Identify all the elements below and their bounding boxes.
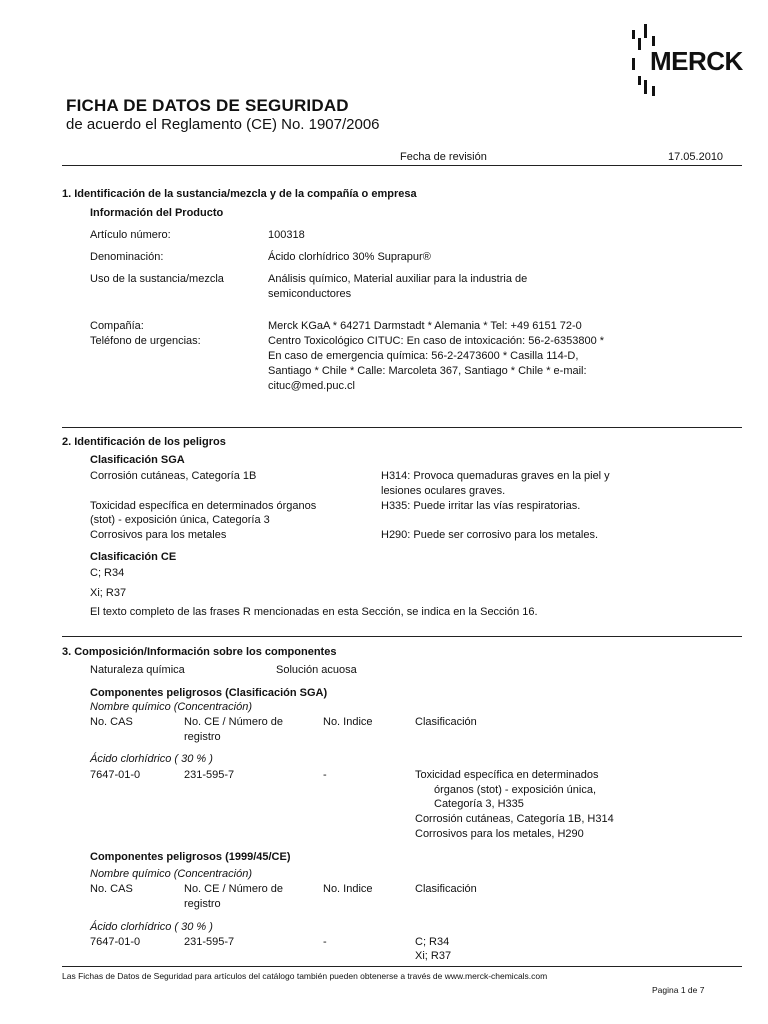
hazard-class: Toxicidad específica en determinados órganos xyxy=(90,500,317,512)
hazard-statement: H290: Puede ser corrosivo para los metales. xyxy=(381,529,599,541)
emergency-phone-line: Centro Toxicológico CITUC: En caso de intoxicación: 56-2-6353800 * xyxy=(268,335,605,347)
logo-mark xyxy=(632,30,635,39)
hazard-class: (stot) - exposición única, Categoría 3 xyxy=(90,514,270,526)
logo-mark xyxy=(638,76,641,85)
divider xyxy=(62,636,742,637)
emergency-phone-line: Santiago * Chile * Calle: Marcoleta 367, Santiago * Chile * e-mail: xyxy=(268,365,587,377)
divider xyxy=(62,427,742,428)
logo-mark xyxy=(652,36,655,46)
component-name: Ácido clorhídrico ( 30 % ) xyxy=(90,753,213,765)
company-value: Merck KGaA * 64271 Darmstadt * Alemania * Tel: +49 6151 72-0 xyxy=(268,320,582,332)
revision-date: 17.05.2010 xyxy=(668,151,724,163)
column-index: No. Indice xyxy=(323,716,373,728)
logo-mark xyxy=(644,24,647,38)
use-label: Uso de la sustancia/mezcla xyxy=(90,273,224,285)
column-ce-number: registro xyxy=(184,898,221,910)
divider xyxy=(62,165,742,166)
revision-label: Fecha de revisión xyxy=(400,151,487,163)
component-classification: Corrosivos para los metales, H290 xyxy=(415,828,584,840)
component-ce: 231-595-7 xyxy=(184,936,235,948)
component-index: - xyxy=(323,769,327,781)
hazard-statement: H335: Puede irritar las vías respiratorias. xyxy=(381,500,581,512)
section-3-heading: 3. Composición/Información sobre los componentes xyxy=(62,646,337,658)
logo-mark xyxy=(632,58,635,70)
column-ce-number: registro xyxy=(184,731,221,743)
article-number-label: Artículo número: xyxy=(90,229,171,241)
column-cas: No. CAS xyxy=(90,883,133,895)
hazard-statement: H314: Provoca quemaduras graves en la piel y xyxy=(381,470,610,482)
column-ce-number: No. CE / Número de xyxy=(184,716,284,728)
hazard-class: Corrosivos para los metales xyxy=(90,529,227,541)
hazard-statement: lesiones oculares graves. xyxy=(381,485,506,497)
ce-components-heading: Componentes peligrosos (1999/45/CE) xyxy=(90,851,291,863)
component-classification: Toxicidad específica en determinados xyxy=(415,769,599,781)
logo-mark xyxy=(652,86,655,96)
use-value: semiconductores xyxy=(268,288,352,300)
component-cas: 7647-01-0 xyxy=(90,769,141,781)
chemical-name-label: Nombre químico (Concentración) xyxy=(90,868,253,880)
ce-classification-code: Xi; R37 xyxy=(90,587,127,599)
use-value: Análisis químico, Material auxiliar para la industria de xyxy=(268,273,528,285)
merck-logo xyxy=(628,22,743,102)
divider xyxy=(62,966,742,967)
component-classification: C; R34 xyxy=(415,936,450,948)
component-classification: órganos (stot) - exposición única, xyxy=(434,784,597,796)
logo-mark xyxy=(644,80,647,94)
document-subtitle: de acuerdo el Reglamento (CE) No. 1907/2006 xyxy=(66,116,380,133)
denomination-value: Ácido clorhídrico 30% Suprapur® xyxy=(268,251,431,263)
component-classification: Xi; R37 xyxy=(415,950,452,962)
component-name: Ácido clorhídrico ( 30 % ) xyxy=(90,921,213,933)
denomination-label: Denominación: xyxy=(90,251,164,263)
sga-components-heading: Componentes peligrosos (Clasificación SGA) xyxy=(90,687,328,699)
emergency-phone-label: Teléfono de urgencias: xyxy=(90,335,201,347)
chemical-nature-label: Naturaleza química xyxy=(90,664,185,676)
hazard-class: Corrosión cutáneas, Categoría 1B xyxy=(90,470,257,482)
column-cas: No. CAS xyxy=(90,716,133,728)
component-ce: 231-595-7 xyxy=(184,769,235,781)
component-index: - xyxy=(323,936,327,948)
column-classification: Clasificación xyxy=(415,716,477,728)
page-number: Pagina 1 de 7 xyxy=(652,985,705,995)
emergency-email: cituc@med.puc.cl xyxy=(268,380,355,392)
logo-wordmark: MERCK xyxy=(650,46,743,76)
emergency-phone-line: En caso de emergencia química: 56-2-2473600 * Casilla 114-D, xyxy=(268,350,579,362)
r-phrases-note: El texto completo de las frases R mencionadas en esta Sección, se indica en la Sección 16. xyxy=(90,606,538,618)
column-ce-number: No. CE / Número de xyxy=(184,883,284,895)
column-index: No. Indice xyxy=(323,883,373,895)
ce-classification-heading: Clasificación CE xyxy=(90,551,177,563)
document-title: FICHA DE DATOS DE SEGURIDAD xyxy=(66,96,349,115)
component-classification: Corrosión cutáneas, Categoría 1B, H314 xyxy=(415,813,614,825)
section-1-heading: 1. Identificación de la sustancia/mezcla y de la compañía o empresa xyxy=(62,188,417,200)
logo-mark xyxy=(638,38,641,50)
company-label: Compañía: xyxy=(90,320,144,332)
product-info-heading: Información del Producto xyxy=(90,207,224,219)
column-classification: Clasificación xyxy=(415,883,477,895)
ce-classification-code: C; R34 xyxy=(90,567,125,579)
component-classification: Categoría 3, H335 xyxy=(434,798,524,810)
section-2-heading: 2. Identificación de los peligros xyxy=(62,436,226,448)
chemical-nature-value: Solución acuosa xyxy=(276,664,357,676)
component-cas: 7647-01-0 xyxy=(90,936,141,948)
chemical-name-label: Nombre químico (Concentración) xyxy=(90,701,253,713)
footer-note: Las Fichas de Datos de Seguridad para artículos del catálogo también pueden obtenerse a través de www.merck-chemicals.com xyxy=(62,971,548,981)
sga-classification-heading: Clasificación SGA xyxy=(90,454,185,466)
article-number-value: 100318 xyxy=(268,229,305,241)
